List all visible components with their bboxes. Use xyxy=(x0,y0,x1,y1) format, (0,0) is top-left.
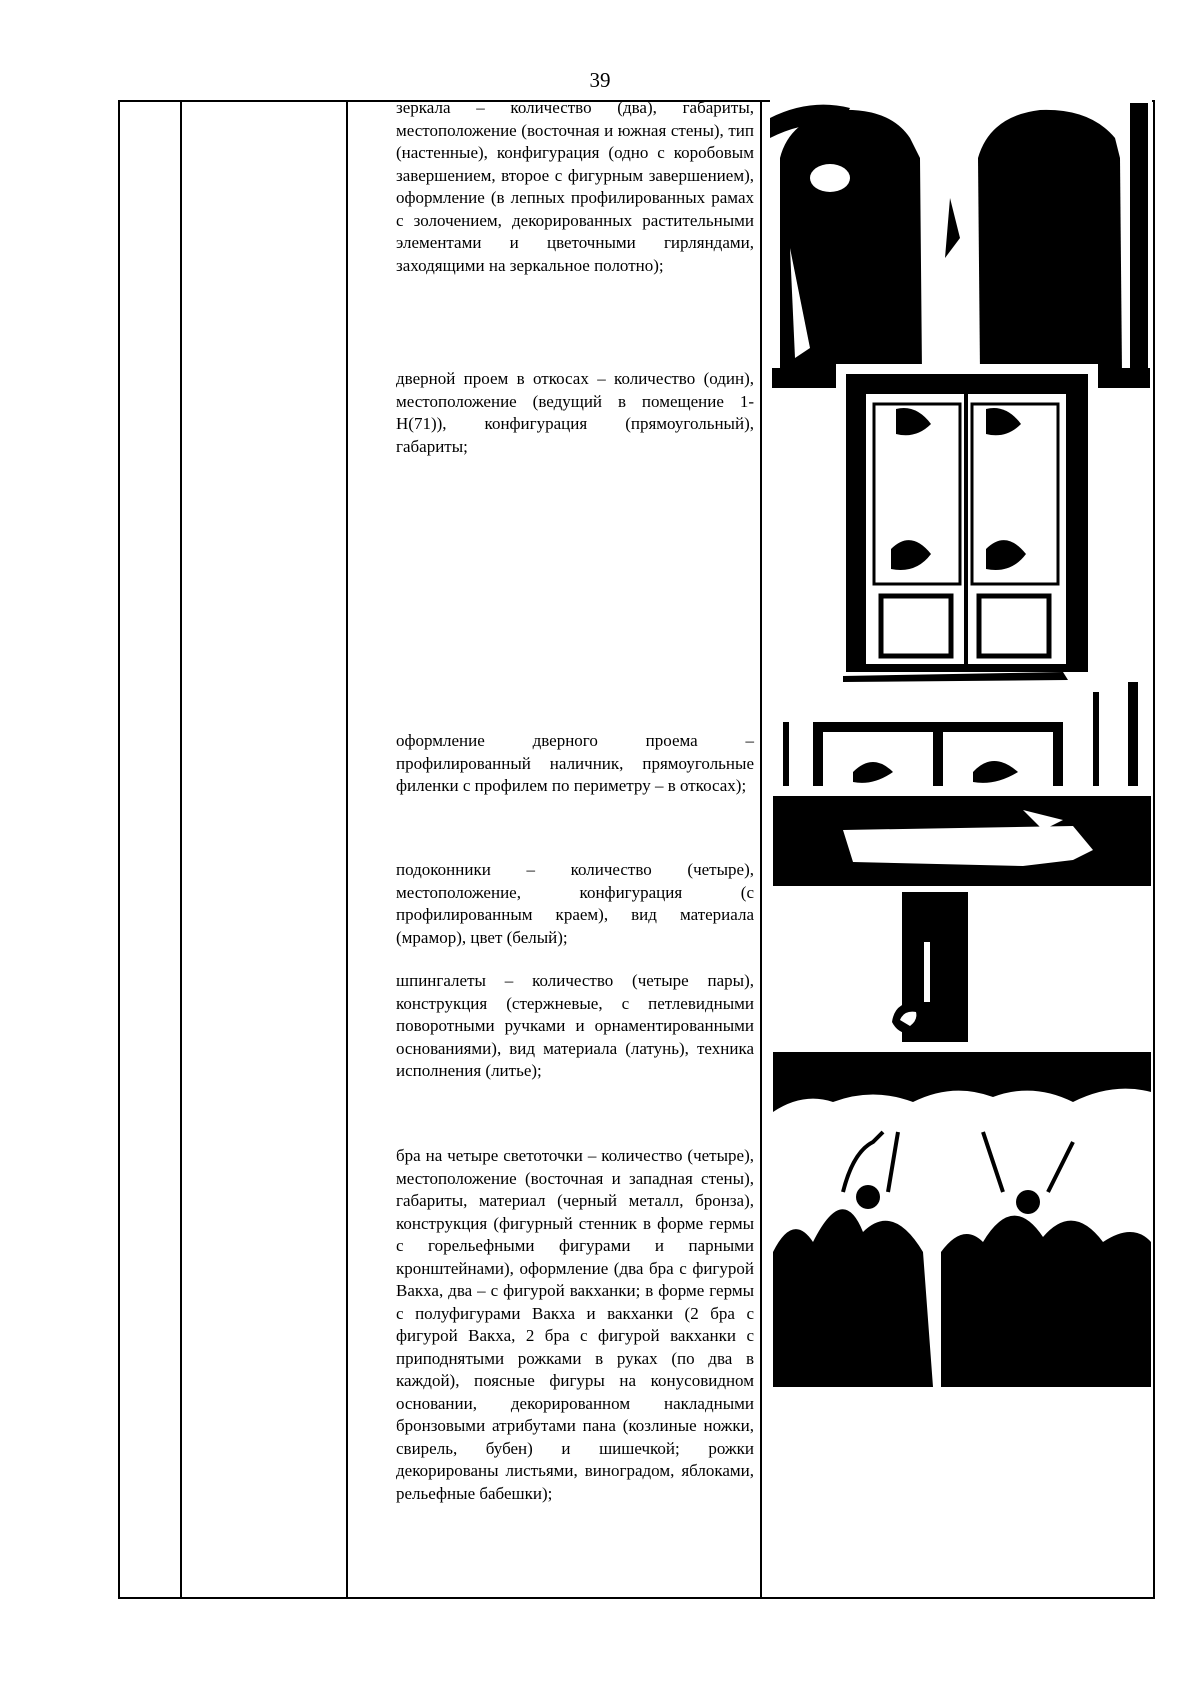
windowsill-photo-icon xyxy=(773,790,1151,886)
window-latch-photo-icon xyxy=(890,892,970,1042)
doorway-photo-icon xyxy=(836,364,1098,694)
column-divider-1 xyxy=(180,102,182,1597)
column-divider-2 xyxy=(346,102,348,1597)
item-doorway-text: дверной проем в откосах – количество (один), местоположение (ведущий в помещение 1-Н(71)), конфигурация (прямоугольный), габариты; xyxy=(396,369,754,456)
inventory-table xyxy=(118,100,1155,1599)
door-casing-photo-icon xyxy=(773,672,1151,786)
item-windowsill-text: подоконники – количество (четыре), местоположение, конфигурация (с профилированным краем), вид материала (мрамор), цвет (белый); xyxy=(396,860,754,947)
item-window-latch-text: шпингалеты – количество (четыре пары), конструкция (стержневые, с петлевидными поворотными ручками и орнаментированными основаниями), вид материала (латунь), техника исполнения (литье); xyxy=(396,971,754,1080)
sconces-photo-icon xyxy=(773,1052,1151,1387)
mirrors-photo-icon xyxy=(770,98,1152,393)
item-sconces-text: бра на четыре светоточки – количество (четыре), местоположение (восточная и западная стены), габариты, материал (черный металл, бронза), конструкция (фигурный стенник в форме гермы с горельефными фигурами и парными кронштейнами), оформление (два бра с фигурой Вакха, два – с фигурой вакханки; в форме гермы с полуфигурами Вакха и вакханки (2 бра с фигурой Вакха, 2 бра с фигурой вакханки с приподнятыми рожками в руках (по два в каждой), поясные фигуры на конусовидном основании, декорированном накладными бронзовыми атрибутами пана (козлиные ножки, свирель, бубен) и шишечкой; рожки декорированы листьями, виноградом, яблоками, рельефные бабешки); xyxy=(396,1146,754,1503)
item-door-casing-text: оформление дверного проема – профилированный наличник, прямоугольные филенки с профилем по периметру – в откосах); xyxy=(396,731,754,795)
column-divider-3 xyxy=(760,102,762,1597)
page-number: 39 xyxy=(589,68,611,92)
item-mirrors-text: зеркала – количество (два), габариты, местоположение (восточная и южная стены), тип (настенные), конфигурация (одно с коробовым завершением, второе с фигурным завершением), оформление (в лепных профилированных рамах с золочением, декорированных растительными элементами и цветочными гирляндами, заходящими на зеркальное полотно); xyxy=(396,98,754,275)
